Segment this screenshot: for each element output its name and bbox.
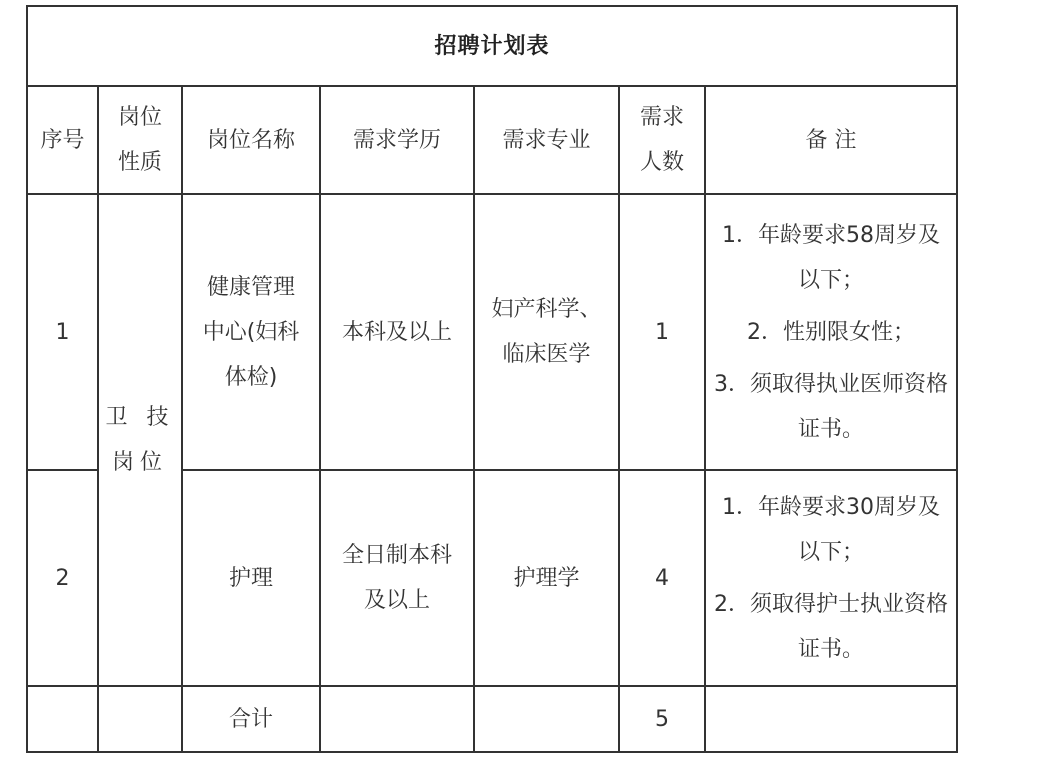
header-category-line1: 岗位 (117, 105, 162, 130)
category-cell (98, 194, 182, 686)
header-count-line1: 需求 (639, 105, 684, 130)
header-count (619, 86, 705, 194)
total-label: 合计 (182, 686, 320, 752)
table-row (27, 194, 957, 470)
row2-position-line1: 护理 (228, 565, 273, 591)
header-seq: 序号 (27, 86, 98, 194)
row2-education-line2: 及以上 (363, 588, 430, 613)
row1-major (474, 194, 619, 470)
row2-education-line1: 全日制本科 (341, 543, 452, 568)
row1-remark-2: 2．性别限女性； (747, 319, 916, 345)
header-major: 需求专业 (474, 86, 619, 194)
row1-count: 1 (619, 194, 705, 470)
total-category-empty (98, 686, 182, 752)
row2-major (474, 470, 619, 686)
table-title: 招聘计划表 (27, 6, 957, 86)
row1-seq: 1 (27, 194, 98, 470)
header-count-line2: 人数 (639, 150, 684, 175)
recruitment-plan-sheet (26, 5, 956, 753)
total-education-empty (320, 686, 474, 752)
row2-major-line1: 护理学 (513, 565, 580, 591)
row2-count: 4 (619, 470, 705, 686)
row1-education (320, 194, 474, 470)
total-remarks-empty (705, 686, 957, 752)
header-category (98, 86, 182, 194)
row1-remark-3: 3．须取得执业医师资格证书。 (714, 371, 949, 442)
row1-major-line1: 妇产科学、 (491, 297, 602, 322)
category-line2: 岗位 (111, 450, 168, 475)
category-line1: 卫 技 (105, 405, 175, 430)
row1-position-line3: 体检) (224, 364, 278, 390)
header-remarks: 备 注 (705, 86, 957, 194)
row1-position-line2: 中心(妇科 (202, 319, 300, 345)
header-position: 岗位名称 (182, 86, 320, 194)
row2-position (182, 470, 320, 686)
row2-remark-1: 1．年龄要求30周岁及以下； (722, 494, 941, 565)
header-category-line2: 性质 (117, 150, 162, 175)
row2-education (320, 470, 474, 686)
row1-education-line1: 本科及以上 (341, 319, 452, 345)
row1-major-line2: 临床医学 (502, 342, 591, 367)
title-row (27, 6, 957, 86)
row2-seq: 2 (27, 470, 98, 686)
header-row (27, 86, 957, 194)
row1-position-line1: 健康管理 (206, 274, 295, 300)
row2-remark-2: 2．须取得护士执业资格证书。 (714, 591, 949, 662)
row1-remarks (705, 194, 957, 470)
total-major-empty (474, 686, 619, 752)
header-education: 需求学历 (320, 86, 474, 194)
row1-remark-1: 1．年龄要求58周岁及以下； (722, 222, 941, 293)
total-seq-empty (27, 686, 98, 752)
recruitment-plan-table (26, 5, 958, 753)
row2-remarks (705, 470, 957, 686)
total-row (27, 686, 957, 752)
row1-position (182, 194, 320, 470)
total-count: 5 (619, 686, 705, 752)
